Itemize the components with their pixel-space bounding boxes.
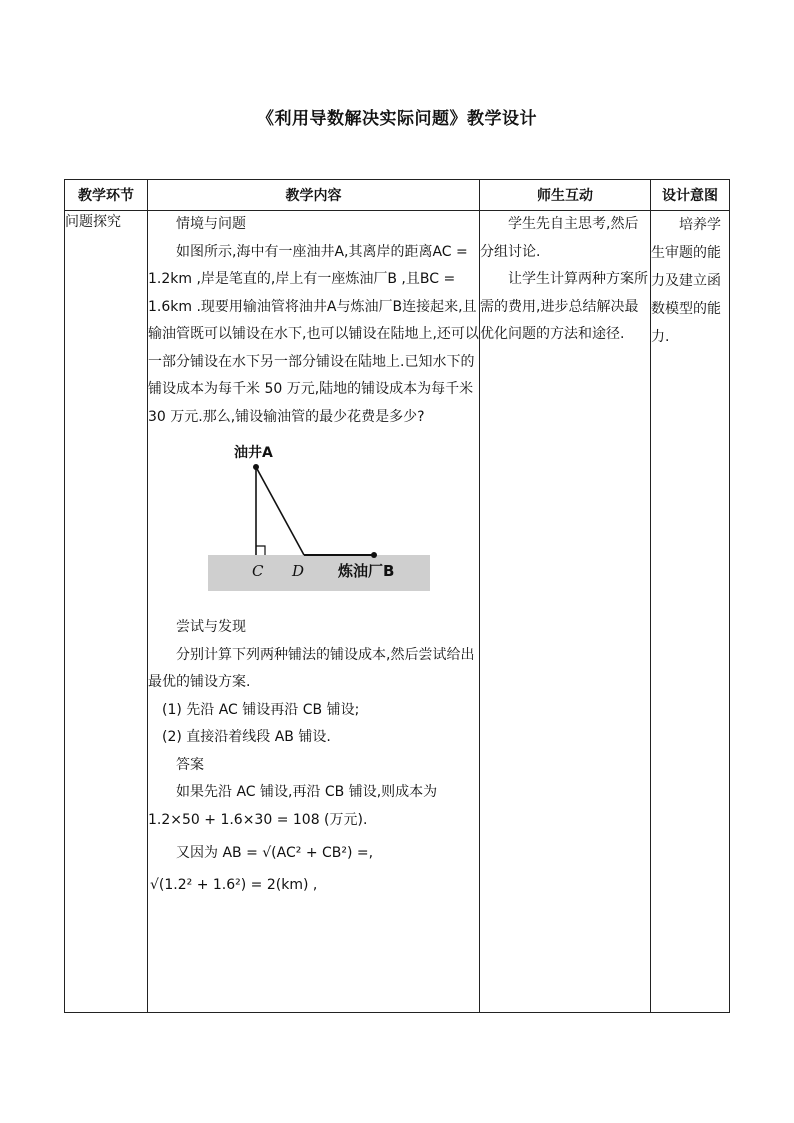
stage-cell: 问题探究 (65, 211, 148, 1013)
interaction-para-2: 让学生计算两种方案所需的费用,进步总结解决最优化问题的方法和途径. (480, 271, 648, 342)
section-heading-answer: 答案 (176, 756, 204, 773)
answer-line-2: 又因为 AB = √(AC² + CB²) =, (176, 845, 374, 861)
option-2: (2) 直接沿着线段 AB 铺设. (162, 729, 331, 745)
content-cell (148, 211, 480, 1013)
answer-line-3: √(1.2² + 1.6²) = 2(km) , (150, 876, 318, 893)
table-row (65, 211, 730, 1013)
answer-line-1: 如果先沿 AC 铺设,再沿 CB 铺设,则成本为 1.2×50 + 1.6×30 = 108 (万元). (148, 784, 438, 828)
shore-land-band (208, 555, 430, 591)
option-1: (1) 先沿 AC 铺设再沿 CB 铺设; (162, 701, 360, 718)
interaction-cell (480, 211, 651, 1013)
oil-pipeline-figure (204, 445, 430, 600)
section-heading-try: 尝试与发现 (176, 619, 246, 635)
point-b (371, 552, 377, 558)
intent-cell (651, 211, 730, 1013)
lesson-plan-table (64, 179, 730, 1013)
header-stage: 教学环节 (65, 180, 148, 211)
interaction-para-1: 学生先自主思考,然后分组讨论. (480, 216, 639, 260)
label-c: C (252, 562, 264, 580)
header-interaction: 师生互动 (480, 180, 651, 211)
header-content: 教学内容 (148, 180, 480, 211)
task-text: 分别计算下列两种铺法的铺设成本,然后尝试给出最优的铺设方案. (148, 646, 475, 690)
label-refinery-b: 炼油厂B (338, 562, 395, 580)
label-oil-well-a: 油井A (234, 445, 273, 461)
section-heading-scenario: 情境与问题 (176, 216, 246, 232)
table-header-row (65, 180, 730, 211)
right-angle-mark (256, 546, 265, 555)
segment-ad (256, 467, 304, 555)
label-d: D (292, 562, 305, 580)
document-title: 《利用导数解决实际问题》教学设计 (257, 109, 537, 129)
header-intent: 设计意图 (651, 180, 730, 211)
point-a (253, 464, 259, 470)
intent-text: 培养学生审题的能力及建立函数模型的能力. (651, 217, 721, 345)
problem-text: 如图所示,海中有一座油井A,其离岸的距离AC = 1.2km ,岸是笔直的,岸上有一座炼油厂B ,且BC = 1.6km .现要用输油管将油井A与炼油厂B连接起来,且输油管既可以铺设在水下,也可以铺设在陆地上,还可以一部分铺设在水下另一部分铺设在陆地上.已知水下的铺设成本为每千米 50 万元,陆地的铺设成本为每千米 30 万元.那么,铺设输油管的最少花费是多少? (148, 243, 479, 425)
